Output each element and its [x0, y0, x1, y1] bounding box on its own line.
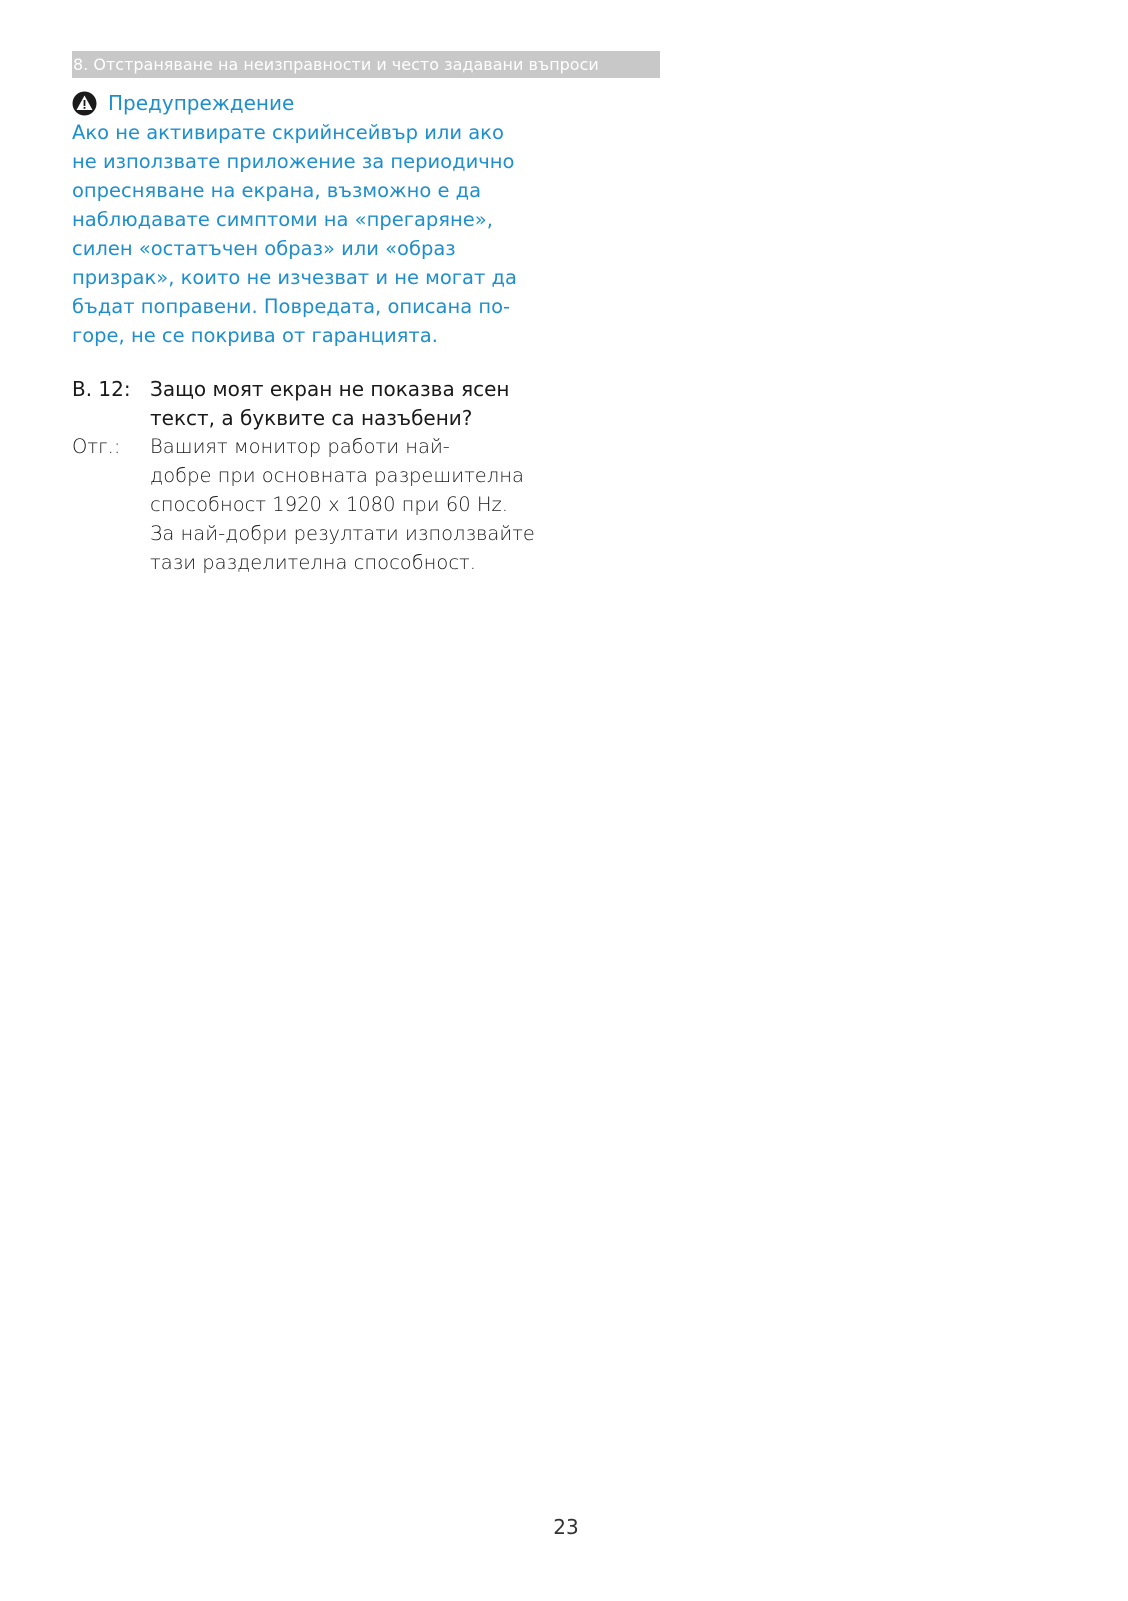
answer-line: добре при основната разрешителна [150, 464, 524, 487]
warning-line: наблюдавате симптоми на «прегаряне», [72, 208, 493, 231]
warning-title: Предупреждение [108, 91, 295, 115]
answer-line: За най-добри резултати използвайте [150, 522, 535, 545]
warning-line: бъдат поправени. Повредата, описана по- [72, 295, 511, 318]
question-line: текст, а буквите са назъбени? [150, 406, 473, 430]
warning-line: силен «остатъчен образ» или «образ [72, 237, 456, 260]
section-header: 8. Отстраняване на неизправности и често задавани въпроси [72, 51, 660, 78]
question-label: В. 12: [72, 377, 131, 401]
warning-text [72, 118, 532, 350]
answer-text [150, 432, 535, 577]
faq-answer [72, 432, 552, 577]
answer-line: способност 1920 x 1080 при 60 Hz. [150, 493, 508, 516]
page-number: 23 [553, 1515, 579, 1539]
warning-line: призрак», които не изчезват и не могат да [72, 266, 517, 289]
warning-line: Ако не активирате скрийнсейвър или ако [72, 121, 504, 144]
warning-line: опресняване на екрана, възможно е да [72, 179, 482, 202]
warning-box [72, 89, 532, 350]
answer-line: тази разделителна способност. [150, 551, 476, 574]
answer-label: Отг.: [72, 435, 121, 458]
faq-question [72, 375, 552, 433]
warning-heading [72, 89, 532, 117]
warning-triangle-icon [72, 91, 97, 116]
question-text [150, 375, 509, 433]
warning-line: горе, не се покрива от гаранцията. [72, 324, 438, 347]
warning-line: не използвате приложение за периодично [72, 150, 515, 173]
answer-line: Вашият монитор работи най- [150, 435, 450, 458]
question-line: Защо моят екран не показва ясен [150, 377, 510, 401]
